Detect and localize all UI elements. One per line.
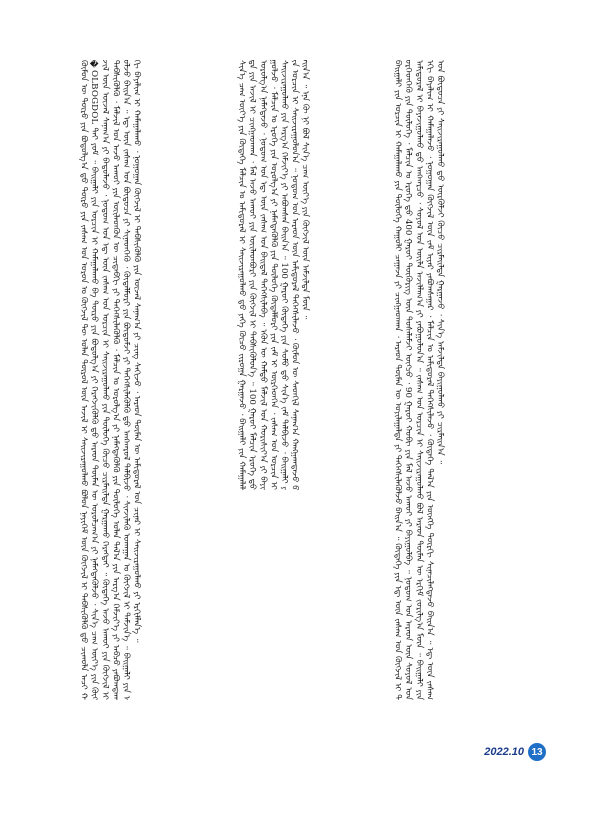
body-text: ᠰᠢᠨ᠎ᠡ ᠴᠠᠭ ᠦᠶ᠎ᠡ ᠶᠢᠨ ᠬᠥᠳᠡᠭᠡ ᠮᠠᠯᠴᠢᠨ ᠤ ᠠᠮᠢᠳᠤᠷᠠᠯ ᠢ ᠰᠠᠢᠵᠢᠷᠠᠭᠤᠯᠬᠤ ᠳ᠋ᠤ ᠶᠡᠬᠡ ᠬᠦᠴᠦ ᠵᠢᠷᠤᠭᠠ ᠭᠠᠷᠭᠠᠵᠤ ᠂ ᠪᠠᠢᠭᠠᠯᠢ ᠶᠢᠨ ᠬᠠᠮᠠᠭᠠᠯᠠᠯᠲᠠ ᠶᠢᠨ ᠠᠵᠢᠯ ᠢ ᠴᠢᠩᠭᠠᠳᠬᠠᠨ ᠂ ᠮᠠᠯ ᠠᠵᠤ ᠠᠬᠤᠢ ᠶᠢᠨ ᠦᠢᠯᠡᠳᠪᠦᠷᠢ ᠶᠢᠨ ᠬᠥᠭᠵᠢᠯ ᠢ ᠳᠡᠪᠰᠢᠭᠦᠯᠦᠨ᠎ᠡ ᠃ 100 ᠭᠠᠷᠤᠢ ᠮᠠᠯᠴᠢᠨ ᠡᠷᠦᠬᠡ ᠳ᠋ᠦ ᠣᠷᠣᠯᠭ᠎ᠠ ᠨᠡᠮᠡᠭᠳᠡᠵᠦ ᠂ ᠨᠤᠲᠤᠭ ᠤᠨ ᠡᠳ᠋ ᠦᠨ ᠵᠠᠰᠠᠭ ᠤᠨ ᠪᠠᠢᠳᠠᠯ ᠳᠡᠭᠡᠭᠰᠢᠯᠡᠪᠡ ᠃ ᠡᠭᠦᠨ ᠦ ᠬᠠᠮᠲᠤ ᠮᠠᠯᠵᠢᠯ ᠤᠨ ᠬᠣᠷᠢᠰᠢᠶ᠎ᠠ ᠶᠢ ᠪᠠᠶᠢᠭᠤᠯᠵᠤ ᠂ ᠮᠠᠯᠴᠢᠨ ᠤ ᠡᠷᠦᠬᠡ ᠶᠢᠨ ᠣᠷᠣᠯᠭ᠎ᠠ ᠶᠢ ᠨᠡᠮᠡᠭᠳᠡᠭᠦᠯᠬᠦ ᠶᠢᠨ ᠲᠥᠯᠥᠭᠡ ᠬᠥᠳᠡᠯᠮᠦᠷᠢ ᠶᠢᠨ ᠵᠠᠮ ᠢ ᠥᠷᠭᠡᠳᠭᠡᠨ ᠂ ᠵᠠᠰᠠᠭ ᠤᠨ ᠣᠷᠴᠢᠨ ᠢ ᠰᠠᠢᠵᠢᠷᠠᠭᠤᠯᠬᠤ ᠶᠢᠨ ᠠᠷᠭ᠎ᠠ ᠬᠡᠮᠵᠢᠶ᠎ᠡ ᠶᠢ ᠠᠪᠤᠭᠰᠠᠨ ᠪᠠᠢᠨ᠎ᠠ ᠃ 100 ᠭᠠᠷᠤᠢ ᠬᠥᠳᠡᠭᠡ ᠶᠢᠨ ᠰᠤᠮᠤ ᠳ᠋ᠤ ᠰᠢᠨ᠎ᠡ ᠵᠠᠮ ᠲᠠᠯᠪᠢᠵᠤ ᠂ ᠪᠠᠢᠭᠠᠯᠢ ᠶᠢᠨ ᠣᠷᠴᠢᠨ ᠢ ᠰᠠᠢᠵᠢᠷᠠᠭᠤᠯᠤᠨ᠎ᠠ ᠃ ᠨᠤᠲᠤᠭ ᠤᠨ ᠠᠷᠠᠳ ᠦᠨ ᠠᠮᠢᠳᠤᠷᠠᠯ ᠳᠡᠭᠡᠭᠰᠢᠯᠡᠵᠦ ᠂ ᠬᠦᠮᠦᠨ ᠦ ᠰᠡᠳᠬᠢᠯ ᠰᠠᠨᠠᠭ᠎ᠠ ᠬᠠᠩᠭᠠᠭᠳᠠᠵᠤ ᠪᠠᠢᠨ᠎ᠠ ᠃ ᠡᠨᠡ ᠬᠦ ᠨᠢ ᠪᠣᠯ ᠰᠢᠨ᠎ᠡ ᠴᠠᠭ ᠦᠶ᠎ᠡ ᠶᠢᠨ ᠬᠥᠭᠵᠢᠯ ᠦᠨ ᠠᠮᠵᠢᠯᠲᠠ ᠮᠥᠨ ᠃ xyxy=(236,60,311,490)
text-column-right xyxy=(392,60,542,700)
body-text: ᠪᠠᠢᠭᠠᠯᠢ ᠶᠢᠨ ᠣᠷᠴᠢᠨ ᠢ ᠬᠠᠮᠠᠭᠠᠯᠠᠬᠤ ᠶᠢᠨ ᠲᠥᠯᠥᠭᠡ ᠬᠠᠭᠤᠯᠢ ᠴᠠᠭᠠᠵᠠ ᠶᠢ ᠴᠢᠩᠭᠠᠳᠬᠠᠨ ᠂ ᠠᠷᠠᠳ ᠲᠦᠮᠡᠨ ᠦ ᠣᠶᠢᠯᠠᠭᠠᠯᠲᠠ ᠶᠢ ᠳᠡᠭᠡᠭᠰᠢᠯᠡᠭᠦᠯᠵᠦ ᠪᠠᠢᠨ᠎ᠠ ᠃ ᠬᠥᠳᠡᠭᠡ ᠶᠢᠨ ᠡᠳ᠋ ᠦᠨ ᠵᠠᠰᠠᠭ ᠤᠨ ᠬᠥᠭᠵᠢᠯ ᠢ ᠲᠦᠷᠭᠡᠳᠬᠡᠬᠦ ᠶᠢᠨ ᠲᠥᠯᠥᠭᠡ ᠂ ᠮᠠᠯᠴᠢᠨ ᠤ ᠡᠷᠦᠬᠡ ᠳ᠋ᠦ 400 ᠭᠠᠷᠤᠢ ᠲᠥᠭᠦᠷᠢᠭ ᠦᠨ ᠲᠤᠰᠠᠯᠠᠮᠵᠢ ᠥᠭᠴᠦ ᠂ 90 ᠭᠠᠷᠤᠢ ᠬᠤᠪᠢ ᠶᠢᠨ ᠮᠠᠯ ᠠᠵᠤ ᠠᠬᠤᠢ ᠶᠢ ᠪᠠᠶᠢᠭᠤᠯᠪᠠ ᠃ ᠨᠤᠲᠤᠭ ᠤᠨ ᠠᠷᠠᠳ ᠦᠨ ᠰᠣᠶᠣᠯ ᠤᠨ ᠠᠮᠢᠳᠤᠷᠠᠯ ᠢ ᠪᠠᠶᠠᠵᠢᠭᠤᠯᠬᠤ ᠳ᠋ᠤ ᠠᠩᠬᠠᠷᠴᠤ ᠂ ᠰᠣᠶᠣᠯ ᠤᠨ ᠦᠢᠯᠡ ᠠᠵᠢᠯᠯᠠᠭ᠎ᠠ ᠶᠢ ᠶᠠᠪᠤᠭᠤᠯᠤᠨ᠎ᠠ ᠃ ᠵᠠᠰᠠᠭ ᠤᠨ ᠣᠷᠴᠢᠨ ᠢ ᠰᠠᠢᠵᠢᠷᠠᠭᠤᠯᠬᠤ ᠪᠣᠯ ᠠᠷᠠᠳ ᠲᠦᠮᠡᠨ ᠦ ᠡᠷᠬᠢᠮ ᠵᠣᠷᠢᠯᠭ᠎ᠠ ᠮᠥᠨ ᠃ ᠪᠠᠢᠭᠠᠯᠢ ᠶᠢᠨ ᠡᠬᠢ ᠪᠠᠶᠠᠯᠢᠭ ᠢ ᠬᠠᠮᠠᠭᠠᠯᠠᠵᠤ ᠂ ᠨᠤᠭᠤᠭᠠᠨ ᠬᠥᠭᠵᠢᠯ ᠦᠨ ᠵᠠᠮ ᠢᠶᠠᠷ ᠶᠠᠪᠤᠭᠰᠠᠭᠠᠷ ᠂ ᠮᠠᠯᠴᠢᠨ ᠤ ᠠᠮᠢᠳᠤᠷᠠᠯ ᠳᠡᠭᠡᠭᠰᠢᠯᠡᠵᠦ ᠂ ᠬᠥᠳᠡᠭᠡ ᠲᠠᠯ᠎ᠠ ᠶᠢᠨ ᠥᠩᠭᠡ ᠲᠥᠷᠬᠢ ᠰᠢᠨᠡᠴᠢᠯᠡᠭᠳᠡᠵᠦ ᠪᠠᠢᠨ᠎ᠠ ᠃ ᠡᠳ᠋ ᠦᠨ ᠵᠠᠰᠠᠭ ᠤᠨ ᠪᠦᠲᠦᠴᠡ ᠶᠢ ᠰᠠᠢᠵᠢᠷᠠᠭᠤᠯᠬᠤ ᠳ᠋ᠤ ᠦᠷᠭᠦᠯᠵᠢ ᠬᠦᠴᠦ ᠴᠢᠷᠮᠠᠢᠯᠲᠠ ᠭᠠᠷᠭᠠᠵᠤ ᠂ ᠰᠢᠨ᠎ᠡ ᠠᠮᠵᠢᠯᠲᠠ ᠪᠠᠶᠢᠭᠤᠯᠬᠤ ᠶᠢ ᠴᠢᠷᠮᠠᠢᠨ᠎ᠠ ᠃ xyxy=(392,60,445,700)
page-number-badge: 13 xyxy=(528,743,546,761)
issue-date: 2022.10 xyxy=(484,746,524,758)
text-column-left xyxy=(78,60,228,700)
body-text: ᠬᠦᠮᠦᠨ ᠦ ᠲᠥᠷᠥ ᠶᠢᠨ ᠪᠣᠳᠣᠯᠭ᠎ᠠ ᠳ᠋ᠤ ᠲᠦᠷᠦ ᠶᠢᠨ ᠵᠠᠰᠠᠭ ᠤᠨ ᠣᠷᠤᠨ ᠤ ᠬᠥᠭᠵᠢᠯ ᠲᠦ ᠣᠯᠠᠨ ᠲᠥᠷᠥᠯ ᠦᠨ ᠠᠵᠢᠯ ᠢ ᠰᠠᠢᠵᠢᠷᠠᠭᠤᠯᠬᠤ ᠪᠣᠯᠤᠨ ᠨᠡᠶᠢᠭᠡᠮ ᠦᠨ ᠬᠥᠭᠵᠢᠯ ᠢ ᠳᠡᠪᠰᠢᠭᠦᠯᠬᠦ ᠳ᠋ᠤ ᠴᠢᠬᠤᠯᠠ ᠠᠴᠢ ᠬ�OLBOGDOL ᠲᠠᠢ ᠶᠤᠮ ᠃ ᠪᠠᠢᠭᠠᠯᠢ ᠶᠢᠨ ᠣᠷᠴᠢᠨ ᠢ ᠬᠠᠮᠠᠭᠠᠯᠠᠬᠤ ᠪᠠ ᠲᠦᠷᠦ ᠶᠢᠨ ᠪᠣᠳᠣᠯᠭ᠎ᠠ ᠶᠢ ᠬᠡᠷᠡᠭᠵᠢᠭᠦᠯᠬᠦ ᠳ᠋ᠤ ᠠᠷᠠᠳ ᠲᠦᠮᠡᠨ ᠦ ᠣᠷᠤᠯᠴᠠᠭ᠎ᠠ ᠶᠢ ᠨᠡᠮᠡᠭᠳᠡᠭᠦᠯᠵᠦ ᠂ ᠰᠢᠨ᠎ᠡ ᠴᠠᠭ ᠦᠶ᠎ᠡ ᠶᠢᠨ ᠬᠥᠭᠵᠢᠯ ᠦᠨ ᠦᠵᠡᠯ ᠰᠠᠨᠠᠭ᠎ᠠ ᠶᠢ ᠪᠠᠲᠤᠯᠠᠵᠤ ᠂ ᠨᠤᠲᠤᠭ ᠤᠨ ᠡᠳ᠋ ᠦᠨ ᠵᠠᠰᠠᠭ ᠤᠨ ᠣᠷᠴᠢᠨ ᠢ ᠰᠠᠢᠵᠢᠷᠠᠭᠤᠯᠬᠤ ᠶᠢᠨ ᠲᠥᠯᠥᠭᠡ ᠬᠦᠴᠦ ᠴᠢᠷᠮᠠᠢᠯᠲᠠ ᠭᠠᠷᠭᠠᠬᠤ ᠬᠡᠷᠡᠭᠲᠡᠢ ᠃ ᠬᠥᠳᠡᠭᠡ ᠠᠵᠤ ᠠᠬᠤᠢ ᠶᠢᠨ ᠬᠥᠭᠵᠢᠯ ᠢ ᠳᠡᠪᠰᠢᠭᠦᠯᠬᠦ ᠂ ᠮᠠᠯᠵᠢᠯ ᠤᠨ ᠠᠵᠤ ᠠᠬᠤᠢ ᠶᠢᠨ ᠦᠢᠯᠡᠳᠬᠦᠨ ᠦ ᠴᠢᠳᠠᠪᠬᠢ ᠶᠢ ᠳᠡᠭᠡᠭᠰᠢᠯᠡᠭᠦᠯᠬᠦ ᠂ ᠮᠠᠯᠴᠢᠨ ᠤ ᠣᠷᠣᠯᠭ᠎ᠠ ᠶᠢ ᠨᠡᠮᠡᠭᠳᠡᠭᠦᠯᠬᠦ ᠶᠢᠨ ᠲᠥᠯᠥᠭᠡ ᠣᠯᠠᠨ ᠲᠠᠯ᠎ᠠ ᠶᠢᠨ ᠠᠷᠭ᠎ᠠ ᠬᠡᠮᠵᠢᠶ᠎ᠡ ᠶᠢ ᠠᠪᠴᠤ ᠶᠠᠪᠤᠭᠳᠠᠭᠤᠯᠵᠤ ᠪᠠᠢᠨ᠎ᠠ ᠃ ᠡᠳ᠋ ᠦᠨ ᠵᠠᠰᠠᠭ ᠤᠨ ᠪᠦᠲᠦᠴᠡ ᠶᠢ ᠰᠢᠨᠡᠳᠬᠡᠬᠦ ᠂ ᠬᠥᠳᠡᠯᠮᠦᠷᠢ ᠶᠢᠨ ᠪᠦᠲᠦᠮᠵᠢ ᠶᠢ ᠳᠡᠭᠡᠭᠰᠢᠯᠡᠭᠦᠯᠬᠦ ᠳ᠋ᠤ ᠠᠩᠬᠠᠷᠤᠯ ᠲᠠᠯᠪᠢᠵᠤ ᠂ ᠰᠢᠨᠵᠢᠯᠡᠬᠦ ᠤᠬᠠᠭᠠᠨ ᠤ ᠬᠥᠭᠵᠢᠯ ᠢ ᠳᠡᠮᠵᠢᠨ᠎ᠡ ᠃ ᠪᠠᠢᠭᠠᠯᠢ ᠶᠢᠨ ᠡᠬᠢ ᠪᠠᠶᠠᠯᠢᠭ ᠢ ᠬᠠᠮᠠᠭᠠᠯᠠᠬᠤ ᠂ ᠨᠤᠭᠤᠭᠠᠨ ᠬᠥᠭᠵᠢᠯ ᠢ ᠳᠡᠪᠰᠢᠭᠦᠯᠬᠦ ᠶᠢᠨ ᠦᠵᠡᠯ ᠰᠠᠨᠠᠭ᠎ᠠ ᠶᠢ ᠴᠢᠩ ᠰᠠᠬᠢᠵᠤ ᠂ ᠠᠷᠠᠳ ᠲᠦᠮᠡᠨ ᠦ ᠠᠮᠢᠳᠤᠷᠠᠯ ᠤᠨ ᠴᠢᠨᠠᠷ ᠢ ᠰᠠᠢᠵᠢᠷᠠᠭᠤᠯᠬᠤ ᠶᠢ ᠡᠷᠬᠢᠮᠯᠡᠨ᠎ᠡ ᠃ xyxy=(78,60,142,700)
text-column-middle xyxy=(236,60,386,700)
page-footer xyxy=(484,743,546,761)
